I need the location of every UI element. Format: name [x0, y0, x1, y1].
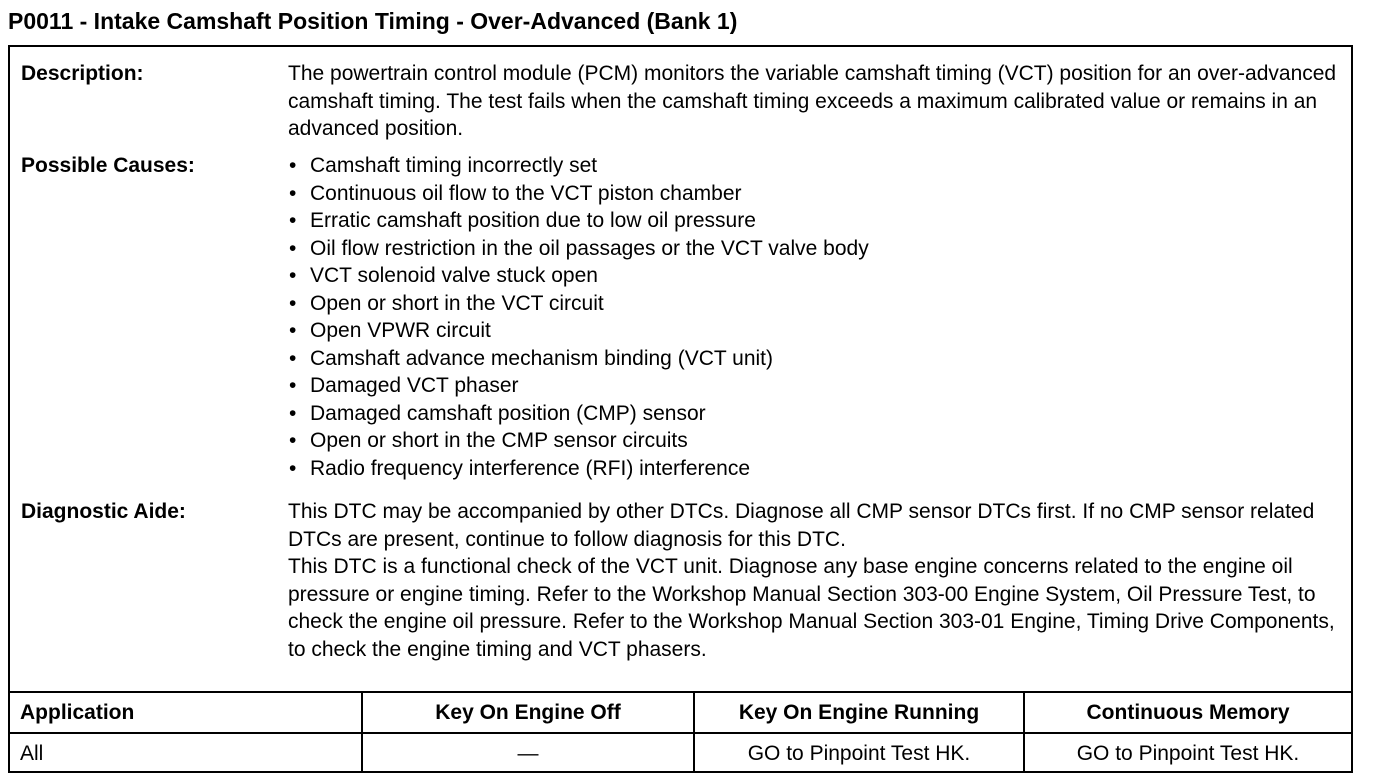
list-item: • Open or short in the VCT circuit	[288, 290, 1343, 318]
diagnostic-aide-paragraph: This DTC is a functional check of the VCT unit. Diagnose any base engine concerns related to the engine oil pressure or engine timing. Refer to the Workshop Manual Section 303-00 Engine System, Oil Pressure Test, to check the engine oil pressure. Refer to the Workshop Manual Section 303-01 Engine, Timing Drive Components, to check the engine timing and VCT phasers.	[288, 555, 1335, 661]
list-item: • Open or short in the CMP sensor circuits	[288, 427, 1343, 455]
possible-causes-label: Possible Causes:	[21, 154, 195, 177]
diagnostic-aide-label: Diagnostic Aide:	[21, 500, 186, 523]
description-text: The powertrain control module (PCM) monitors the variable camshaft timing (VCT) position for an over-advanced camshaft timing. The test fails when the camshaft timing exceeds a maximum calibrated value or remains in an advanced position.	[288, 62, 1337, 140]
cell-key-on-engine-off: —	[362, 733, 694, 773]
description-content	[288, 60, 1343, 143]
table-row	[10, 733, 1351, 773]
column-header-key-on-engine-running: Key On Engine Running	[694, 692, 1024, 733]
list-item: • Oil flow restriction in the oil passages or the VCT valve body	[288, 235, 1343, 263]
list-item: • Continuous oil flow to the VCT piston chamber	[288, 180, 1343, 208]
possible-causes-content	[288, 152, 1343, 482]
list-item: • Damaged camshaft position (CMP) sensor	[288, 400, 1343, 428]
cell-application: All	[10, 733, 362, 773]
list-item: • Damaged VCT phaser	[288, 372, 1343, 400]
list-item: • Erratic camshaft position due to low oil pressure	[288, 207, 1343, 235]
list-item: • Radio frequency interference (RFI) interference	[288, 455, 1343, 483]
list-item: • Camshaft advance mechanism binding (VCT unit)	[288, 345, 1343, 373]
list-item: • Open VPWR circuit	[288, 317, 1343, 345]
dtc-info-box	[8, 45, 1353, 773]
column-header-continuous-memory: Continuous Memory	[1024, 692, 1351, 733]
application-table	[10, 691, 1351, 773]
diagnostic-aide-paragraph: This DTC may be accompanied by other DTCs. Diagnose all CMP sensor DTCs first. If no CMP sensor related DTCs are present, continue to follow diagnosis for this DTC.	[288, 500, 1315, 551]
list-item: • VCT solenoid valve stuck open	[288, 262, 1343, 290]
list-item: • Camshaft timing incorrectly set	[288, 152, 1343, 180]
table-header-row	[10, 692, 1351, 733]
column-header-key-on-engine-off: Key On Engine Off	[362, 692, 694, 733]
diagnostic-aide-content	[288, 498, 1343, 663]
dtc-info-section	[10, 47, 1351, 692]
description-label: Description:	[21, 62, 144, 85]
cell-key-on-engine-running: GO to Pinpoint Test HK.	[694, 733, 1024, 773]
page-title: P0011 - Intake Camshaft Position Timing - Over-Advanced (Bank 1)	[8, 8, 738, 34]
cell-continuous-memory: GO to Pinpoint Test HK.	[1024, 733, 1351, 773]
column-header-application: Application	[10, 692, 362, 733]
possible-causes-list	[288, 152, 1343, 482]
